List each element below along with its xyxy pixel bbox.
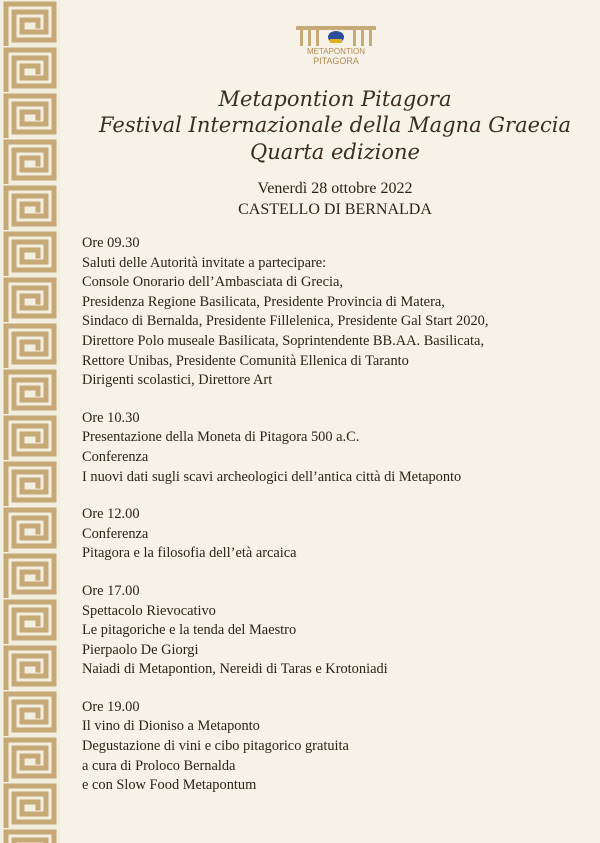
program-event	[82, 505, 582, 564]
event-time: Ore 17.00	[82, 582, 140, 599]
event-date: Venerdì 28 ottobre 2022	[257, 179, 413, 197]
event-line: Pitagora e la filosofia dell’età arcaica	[82, 545, 297, 562]
program-list	[82, 234, 582, 814]
event-line: Conferenza	[82, 525, 149, 542]
event-line: Il vino di Dioniso a Metaponto	[82, 718, 260, 735]
metapontion-logo	[292, 24, 380, 68]
festival-title-line1: Metapontion Pitagora	[218, 87, 452, 111]
event-line: Console Onorario dell’Ambasciata di Grecia,	[82, 274, 343, 291]
event-line: I nuovi dati sugli scavi archeologici dell’antica città di Metaponto	[82, 468, 462, 485]
svg-text:METAPONTION: METAPONTION	[306, 47, 366, 56]
event-line: Naiadi di Metapontion, Nereidi di Taras e Krotoniadi	[82, 661, 388, 678]
event-time: Ore 12.00	[82, 506, 140, 523]
event-line: Degustazione di vini e cibo pitagorico gratuita	[82, 738, 349, 755]
event-line: Rettore Unibas, Presidente Comunità Ellenica di Taranto	[82, 352, 409, 369]
event-line: a cura di Proloco Bernalda	[82, 757, 236, 774]
event-line: Conferenza	[82, 448, 149, 465]
event-line: Presidenza Regione Basilicata, Presidente Provincia di Matera,	[82, 293, 445, 310]
event-line: Dirigenti scolastici, Direttore Art	[82, 372, 273, 389]
svg-text:PITAGORA: PITAGORA	[313, 56, 359, 66]
event-line: Sindaco di Bernalda, Presidente Fillelenica, Presidente Gal Start 2020,	[82, 313, 489, 330]
festival-edition: Quarta edizione	[250, 139, 420, 164]
event-line: Pierpaolo De Giorgi	[82, 641, 199, 658]
program-event	[82, 409, 582, 487]
event-time: Ore 19.00	[82, 698, 140, 715]
event-time: Ore 10.30	[82, 409, 140, 426]
title-block	[90, 86, 580, 220]
event-line: e con Slow Food Metapontum	[82, 777, 257, 794]
program-event	[82, 582, 582, 680]
event-time: Ore 09.30	[82, 235, 140, 251]
program-event	[82, 234, 582, 391]
event-venue: CASTELLO DI BERNALDA	[238, 200, 432, 218]
event-line: Le pitagoriche e la tenda del Maestro	[82, 622, 297, 639]
event-line: Spettacolo Rievocativo	[82, 602, 216, 619]
greek-key-pattern	[0, 0, 60, 843]
event-line: Direttore Polo museale Basilicata, Soprintendente BB.AA. Basilicata,	[82, 332, 485, 349]
event-line: Saluti delle Autorità invitate a partecipare:	[82, 254, 327, 271]
greek-key-border	[0, 0, 60, 843]
date-venue	[90, 179, 580, 221]
event-line: Presentazione della Moneta di Pitagora 500 a.C.	[82, 429, 360, 446]
festival-title-line2: Festival Internazionale della Magna Graecia	[98, 113, 572, 138]
program-event	[82, 698, 582, 796]
